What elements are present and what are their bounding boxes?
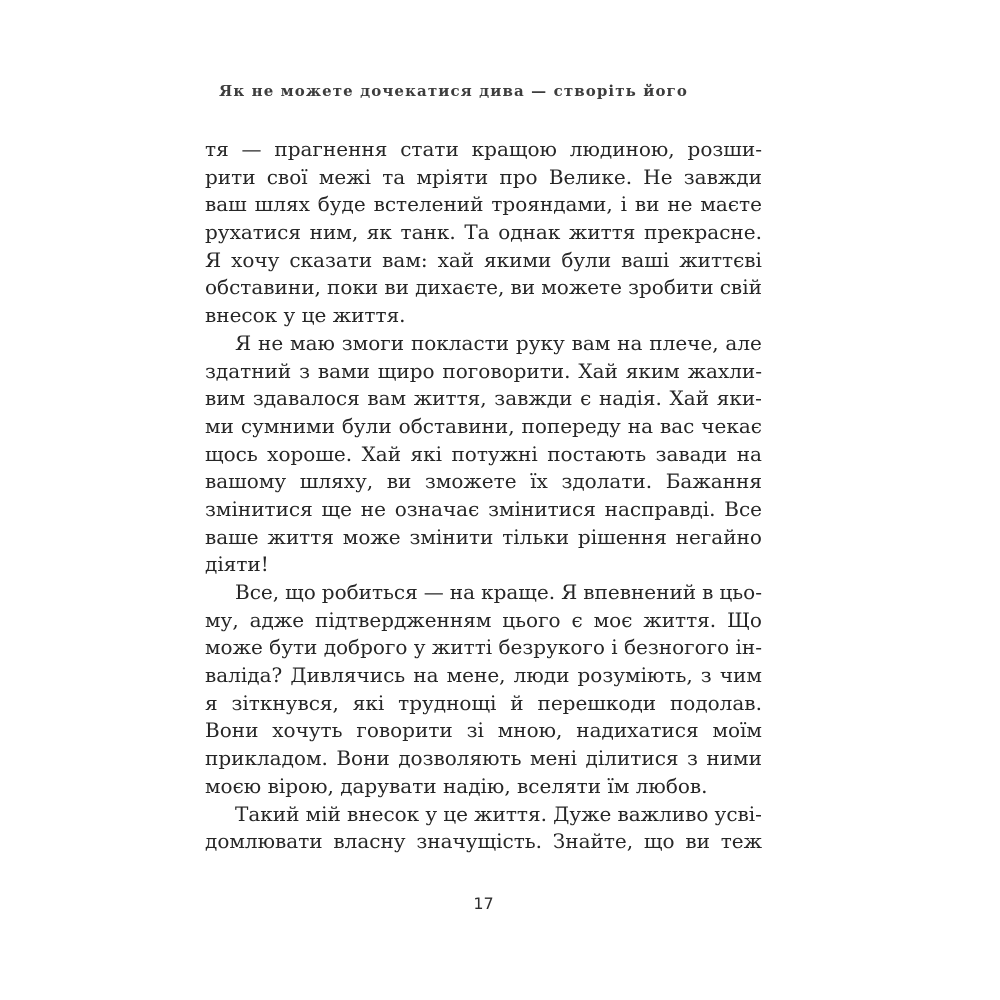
text-line: Все, що робиться — на краще. Я впевнений в цьо- — [235, 580, 762, 604]
page-body — [205, 136, 762, 856]
text-line: ваше життя може змінити тільки рішення негайно — [205, 524, 762, 549]
text-line: змінитися ще не означає змінитися насправді. Все — [205, 496, 762, 521]
text-line: внесок у це життя. — [205, 303, 406, 328]
text-line: щось хороше. Хай які потужні постають завади на — [205, 441, 762, 466]
text-line: прикладом. Вони дозволяють мені ділитися з ними — [205, 746, 762, 771]
text-line: здатний з вами щиро поговорити. Хай яким жахли- — [205, 358, 762, 383]
text-line: ваш шлях буде встелений трояндами, і ви не маєте — [205, 192, 762, 217]
text-line: моєю вірою, дарувати надію, вселяти їм любов. — [205, 773, 708, 798]
running-header: Як не можете дочекатися дива — створіть його — [219, 82, 688, 100]
text-line: вашому шляху, ви зможете їх здолати. Бажання — [205, 469, 762, 494]
text-line: діяти! — [205, 552, 269, 577]
text-line: валіда? Дивлячись на мене, люди розуміють, з чим — [205, 663, 762, 688]
text-line: рити свої межі та мріяти про Велике. Не завжди — [205, 164, 762, 189]
text-line: я зіткнувся, які труднощі й перешкоди подолав. — [205, 690, 762, 715]
text-line: рухатися ним, як танк. Та однак життя прекрасне. — [205, 220, 762, 245]
text-line: ми сумними були обставини, попереду на вас чекає — [205, 413, 762, 438]
text-line: му, адже підтвердженням цього є моє життя. Що — [205, 607, 762, 632]
text-line: Такий мій внесок у це життя. Дуже важливо усві- — [235, 801, 762, 826]
text-line: обставини, поки ви дихаєте, ви можете зробити свій — [205, 275, 762, 300]
text-line: Вони хочуть говорити зі мною, надихатися моїм — [205, 718, 762, 743]
page-number: 17 — [473, 894, 494, 913]
text-line: Я хочу сказати вам: хай якими були ваші життєві — [205, 247, 762, 272]
text-line: домлювати власну значущість. Знайте, що ви теж — [205, 829, 762, 854]
text-line: Я не маю змоги покласти руку вам на плече, але — [235, 330, 762, 355]
text-line: тя — прагнення стати кращою людиною, розши- — [205, 137, 762, 161]
text-line: вим здавалося вам життя, завжди є надія. Хай яки- — [205, 386, 762, 411]
text-line: може бути доброго у житті безрукого і безногого ін- — [205, 635, 762, 660]
